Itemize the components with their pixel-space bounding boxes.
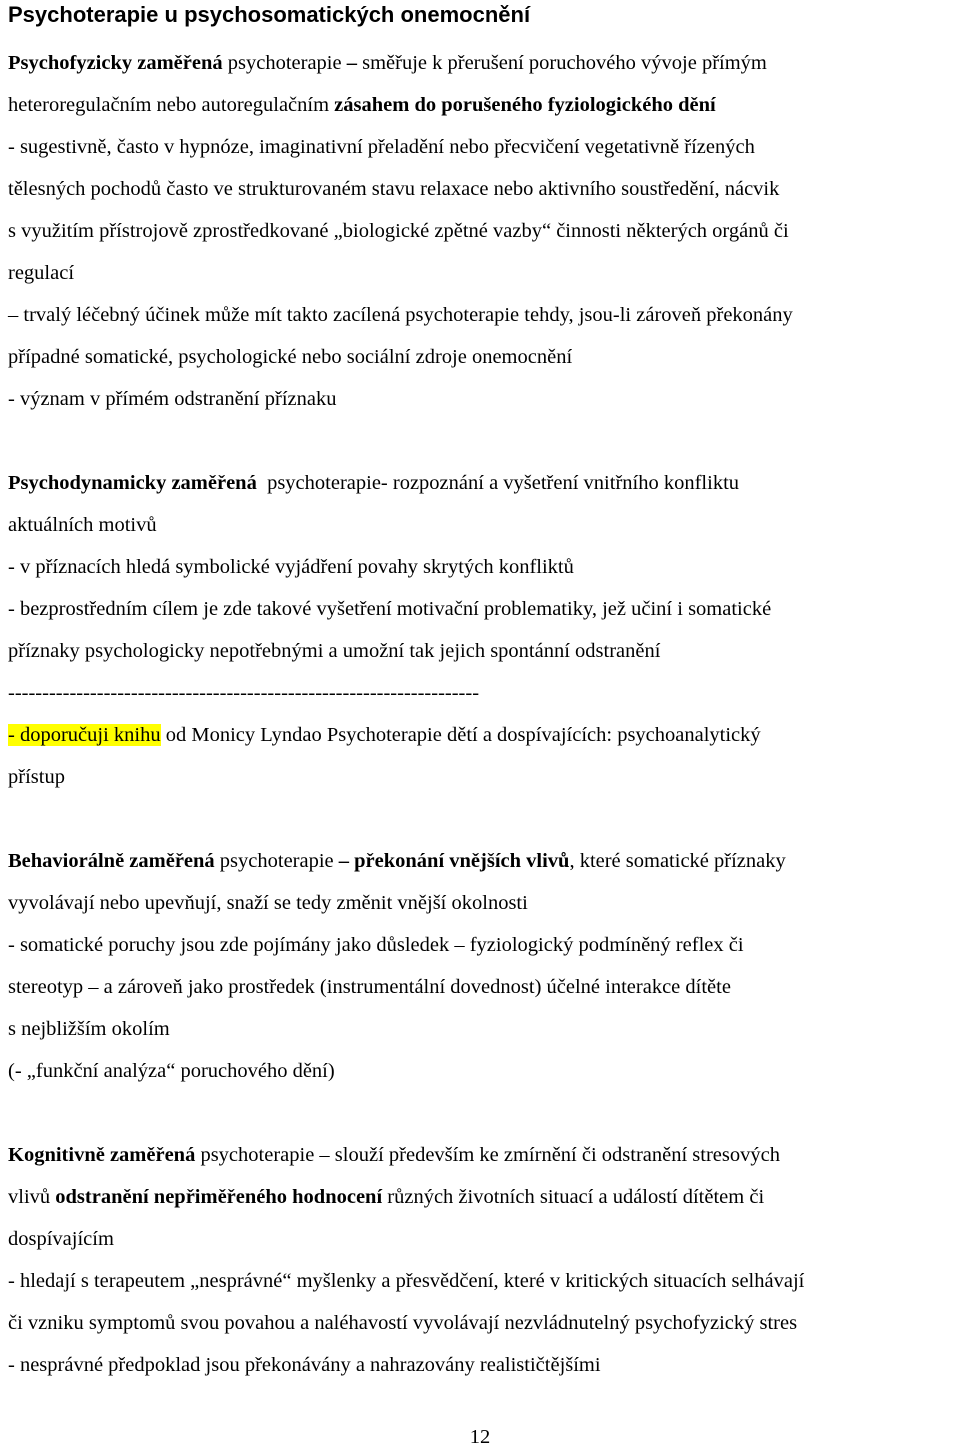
text-line bbox=[8, 470, 739, 496]
text-segment: - nesprávné předpoklad jsou překonávány a nahrazovány realističtějšími bbox=[8, 1354, 601, 1376]
text-segment: - sugestivně, často v hypnóze, imaginativní přeladění nebo přecvičení vegetativně řízených bbox=[8, 136, 755, 158]
text-segment: psychoterapie- rozpoznání a vyšetření vnitřního konfliktu bbox=[256, 472, 740, 494]
text-line bbox=[8, 554, 574, 580]
text-line bbox=[8, 1184, 764, 1210]
text-line bbox=[8, 974, 731, 1000]
text-segment: směřuje k přerušení poruchového vývoje přímým bbox=[356, 52, 767, 74]
text-segment: psychoterapie – slouží především ke zmírnění či odstranění stresových bbox=[195, 1144, 780, 1166]
text-segment: vyvolávají nebo upevňují, snaží se tedy změnit vnější okolnosti bbox=[8, 892, 528, 914]
text-segment: - somatické poruchy jsou zde pojímány jako důsledek – fyziologický podmíněný reflex či bbox=[8, 934, 744, 956]
text-line bbox=[8, 302, 793, 328]
text-line bbox=[8, 1142, 780, 1168]
text-segment: s nejbližším okolím bbox=[8, 1018, 170, 1040]
text-segment: příznaky psychologicky nepotřebnými a umožní tak jejich spontánní odstranění bbox=[8, 640, 661, 662]
bold-text: Psychofyzicky zaměřená bbox=[8, 52, 223, 74]
text-line bbox=[8, 680, 479, 706]
bold-text: zásahem do porušeného fyziologického dění bbox=[334, 94, 716, 116]
text-segment: či vzniku symptomů svou povahou a naléhavostí vyvolávají nezvládnutelný psychofyzický stres bbox=[8, 1312, 798, 1334]
text-segment: regulací bbox=[8, 262, 75, 284]
text-segment: případné somatické, psychologické nebo sociální zdroje onemocnění bbox=[8, 346, 573, 368]
text-segment: přístup bbox=[8, 766, 65, 788]
text-segment: aktuálních motivů bbox=[8, 514, 157, 536]
text-line bbox=[8, 512, 157, 538]
text-line bbox=[8, 1352, 601, 1378]
text-segment: heteroregulačním nebo autoregulačním bbox=[8, 94, 335, 116]
text-segment: vlivů bbox=[8, 1186, 56, 1208]
highlighted-text: - doporučuji knihu bbox=[8, 724, 161, 746]
text-segment: stereotyp – a zároveň jako prostředek (instrumentální dovednost) účelné interakce dítěte bbox=[8, 976, 731, 998]
text-line bbox=[8, 890, 528, 916]
text-segment: - význam v přímém odstranění příznaku bbox=[8, 388, 337, 410]
text-line bbox=[8, 764, 65, 790]
text-line bbox=[8, 1058, 335, 1084]
text-segment: - hledají s terapeutem „nesprávné“ myšlenky a přesvědčení, které v kritických situacích selhávají bbox=[8, 1270, 805, 1292]
text-line bbox=[8, 848, 786, 874]
text-line bbox=[8, 176, 779, 202]
bold-text: – překonání vnějších vlivů bbox=[338, 850, 570, 872]
bold-text: Psychodynamicky zaměřená bbox=[8, 472, 257, 494]
text-segment: dospívajícím bbox=[8, 1228, 114, 1250]
bold-text: – bbox=[346, 52, 357, 74]
page-title: Psychoterapie u psychosomatických onemocnění bbox=[8, 2, 531, 27]
text-line bbox=[8, 1310, 797, 1336]
bold-text: odstranění nepřiměřeného hodnocení bbox=[55, 1186, 383, 1208]
text-line bbox=[8, 386, 336, 412]
text-line bbox=[8, 134, 755, 160]
bold-text: Behaviorálně zaměřená bbox=[8, 850, 215, 872]
text-line bbox=[8, 260, 74, 286]
text-line bbox=[8, 344, 572, 370]
text-line bbox=[8, 932, 744, 958]
text-line bbox=[8, 596, 771, 622]
bold-text: Kognitivně zaměřená bbox=[8, 1144, 196, 1166]
text-line bbox=[8, 1268, 804, 1294]
text-segment: – trvalý léčebný účinek může mít takto zacílená psychoterapie tehdy, jsou-li zároveň překonány bbox=[8, 304, 793, 326]
text-segment: - bezprostředním cílem je zde takové vyšetření motivační problematiky, jež učiní i somatické bbox=[8, 598, 772, 620]
text-line bbox=[8, 1226, 114, 1252]
text-segment: (- „funkční analýza“ poruchového dění) bbox=[8, 1060, 335, 1082]
text-segment: - v příznacích hledá symbolické vyjádření povahy skrytých konfliktů bbox=[8, 556, 574, 578]
text-segment: od Monicy Lyndao Psychoterapie dětí a dospívajících: psychoanalytický bbox=[160, 724, 761, 746]
text-segment: --------------------------------------------------------------------- bbox=[8, 682, 480, 704]
text-line bbox=[8, 92, 716, 118]
text-segment: tělesných pochodů často ve strukturovaném stavu relaxace nebo aktivního soustředění, nácvik bbox=[8, 178, 780, 200]
text-line bbox=[8, 1016, 170, 1042]
text-segment: psychoterapie bbox=[214, 850, 339, 872]
text-segment: různých životních situací a událostí dítětem či bbox=[382, 1186, 765, 1208]
text-line bbox=[8, 638, 660, 664]
page-number: 12 bbox=[469, 1426, 491, 1448]
text-line bbox=[8, 218, 789, 244]
text-segment: psychoterapie bbox=[222, 52, 347, 74]
text-segment: s využitím přístrojově zprostředkované „biologické zpětné vazby“ činnosti některých orgánů či bbox=[8, 220, 789, 242]
text-segment: , které somatické příznaky bbox=[569, 850, 786, 872]
text-line bbox=[8, 50, 767, 76]
text-line bbox=[8, 722, 761, 748]
